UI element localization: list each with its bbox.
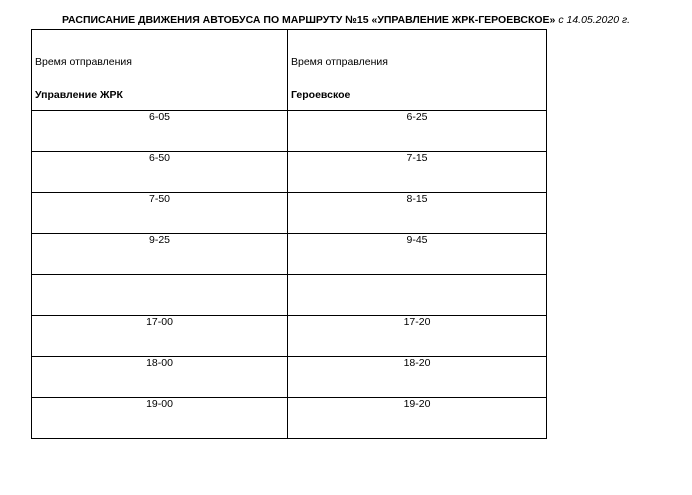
table-row: [32, 398, 547, 439]
departure-time: 7-15: [406, 152, 428, 164]
table-row: [32, 234, 547, 275]
header-cell-departure-geroevskoe: [288, 30, 547, 111]
title-date-text: с 14.05.2020 г.: [558, 14, 631, 26]
departure-time: 6-25: [406, 111, 428, 123]
title-main-text: РАСПИСАНИЕ ДВИЖЕНИЯ АВТОБУСА ПО МАРШРУТУ №15 «УПРАВЛЕНИЕ ЖРК-ГЕРОЕВСКОЕ»: [61, 14, 556, 26]
departure-time: 19-00: [146, 398, 173, 410]
departure-time: 17-00: [146, 316, 173, 328]
table-cell: [288, 111, 547, 152]
header-stop-name: Управление ЖРК: [35, 89, 123, 101]
document-title: [0, 14, 692, 26]
departure-time: 18-00: [146, 357, 173, 369]
table-cell: [32, 234, 288, 275]
table-cell: [288, 152, 547, 193]
table-cell: [288, 357, 547, 398]
departure-time: 6-50: [148, 152, 170, 164]
table-row: [32, 193, 547, 234]
table-cell: [32, 275, 288, 316]
table-header-row: [32, 30, 547, 111]
departure-time: 8-15: [406, 193, 428, 205]
departure-time: 7-50: [148, 193, 170, 205]
table-cell: [288, 316, 547, 357]
header-label: Время отправления: [291, 56, 388, 68]
departure-time: 17-20: [403, 316, 431, 328]
table-row: [32, 357, 547, 398]
table-cell: [288, 234, 547, 275]
table-cell: [32, 193, 288, 234]
header-label: Время отправления: [35, 56, 132, 68]
table-row: [32, 152, 547, 193]
table-cell: [32, 357, 288, 398]
table-cell: [32, 316, 288, 357]
table-cell: [288, 193, 547, 234]
table-row: [32, 111, 547, 152]
departure-time: 19-20: [403, 398, 431, 410]
departure-time: 9-45: [406, 234, 428, 246]
header-cell-departure-zhrk: [32, 30, 288, 111]
table-cell: [32, 398, 288, 439]
departure-time: 18-20: [403, 357, 431, 369]
header-stop-name: Героевское: [291, 89, 351, 101]
table-cell: [32, 111, 288, 152]
table-cell: [288, 275, 547, 316]
departure-time: 6-05: [148, 111, 170, 123]
table-cell: [32, 152, 288, 193]
table-cell: [288, 398, 547, 439]
schedule-table: [31, 29, 547, 439]
departure-time: 9-25: [148, 234, 170, 246]
table-row-empty: [32, 275, 547, 316]
table-row: [32, 316, 547, 357]
